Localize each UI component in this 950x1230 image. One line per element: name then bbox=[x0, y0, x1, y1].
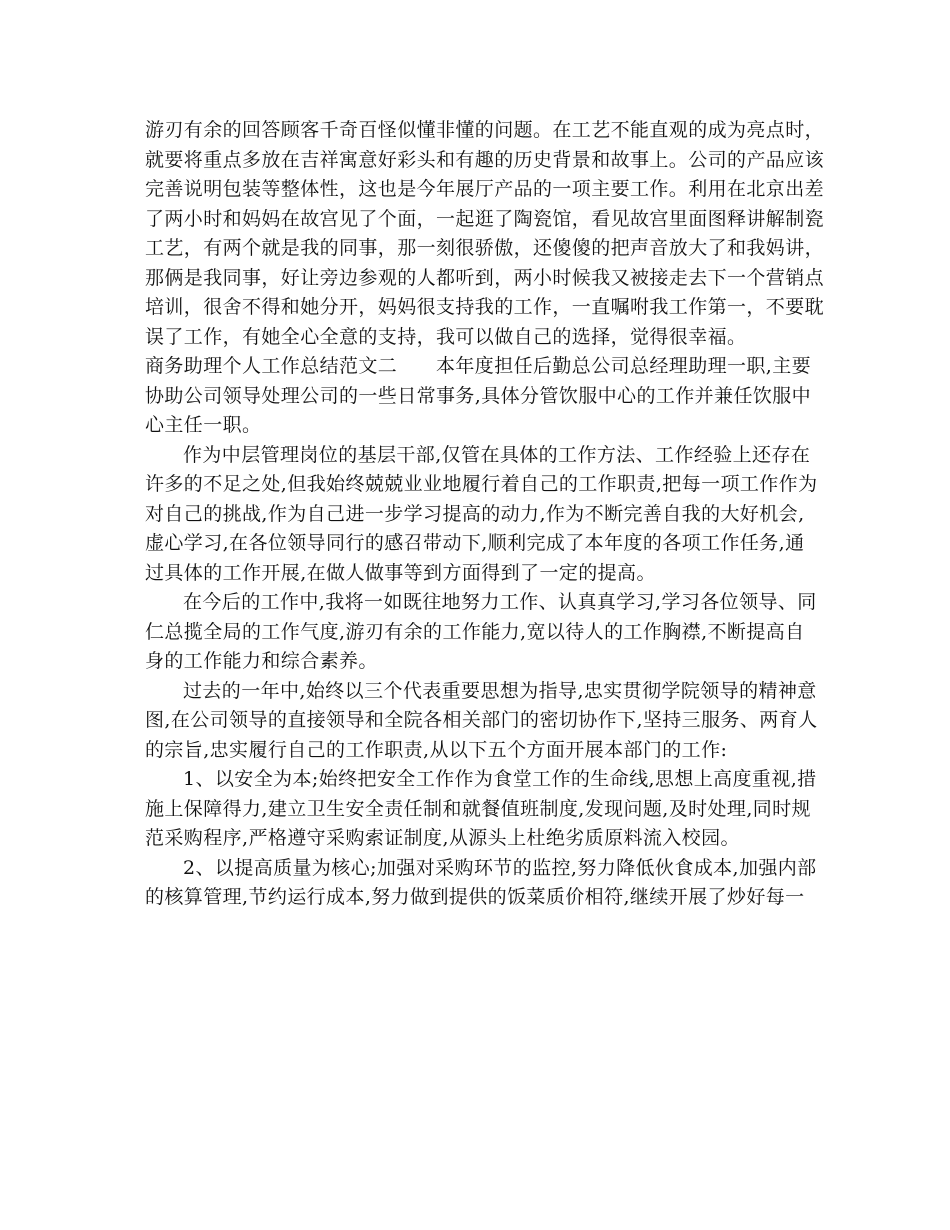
text-line: 培训，很舍不得和她分开，妈妈很支持我的工作，一直嘱咐我工作第一，不要耽 bbox=[145, 296, 825, 318]
text-line: 1、以安全为本;始终把安全工作作为食堂工作的生命线,思想上高度重视,措 bbox=[183, 768, 817, 790]
text-line: 工艺，有两个就是我的同事，那一刻很骄傲，还傻傻的把声音放大了和我妈讲， bbox=[145, 237, 825, 259]
text-line: 游刃有余的回答顾客千奇百怪似懂非懂的问题。在工艺不能直观的成为亮点时， bbox=[145, 119, 825, 141]
document-body bbox=[145, 116, 825, 913]
text-line: 的宗旨,忠实履行自己的工作职责,从以下五个方面开展本部门的工作: bbox=[145, 738, 728, 761]
text-line: 身的工作能力和综合素养。 bbox=[145, 650, 378, 672]
text-line: 了两小时和妈妈在故宫见了个面，一起逛了陶瓷馆，看见故宫里面图释讲解制瓷 bbox=[145, 207, 825, 230]
text-line: 协助公司领导处理公司的一些日常事务,具体分管饮服中心的工作并兼任饮服中 bbox=[145, 384, 812, 407]
text-line: 那俩是我同事，好让旁边参观的人都听到，两小时候我又被接走去下一个营销点 bbox=[145, 266, 825, 289]
text-line: 商务助理个人工作总结范文二 本年度担任后勤总公司总经理助理一职,主要 bbox=[145, 355, 812, 377]
text-line: 心主任一职。 bbox=[145, 414, 262, 436]
text-line: 2、以提高质量为核心;加强对采购环节的监控,努力降低伙食成本,加强内部 bbox=[183, 856, 817, 879]
text-line: 作为中层管理岗位的基层干部,仅管在具体的工作方法、工作经验上还存在 bbox=[183, 443, 811, 466]
text-line: 在今后的工作中,我将一如既往地努力工作、认真真学习,学习各位领导、同 bbox=[183, 591, 817, 613]
text-line: 过去的一年中,始终以三个代表重要思想为指导,忠实贯彻学院领导的精神意 bbox=[183, 679, 817, 702]
text-line: 仁总揽全局的工作气度,游刃有余的工作能力,宽以待人的工作胸襟,不断提高自 bbox=[145, 620, 805, 643]
text-line: 的核算管理,节约运行成本,努力做到提供的饭菜质价相符,继续开展了炒好每一 bbox=[145, 886, 805, 908]
text-line: 虚心学习,在各位领导同行的感召带动下,顺利完成了本年度的各项工作任务,通 bbox=[145, 532, 805, 554]
text-line: 范采购程序,严格遵守采购索证制度,从源头上杜绝劣质原料流入校园。 bbox=[145, 827, 740, 849]
text-line: 误了工作，有她全心全意的支持，我可以做自己的选择，觉得很幸福。 bbox=[145, 325, 747, 348]
text-line: 图,在公司领导的直接领导和全院各相关部门的密切协作下,坚持三服务、两育人 bbox=[145, 709, 818, 731]
text-line: 许多的不足之处,但我始终兢兢业业地履行着自己的工作职责,把每一项工作作为 bbox=[145, 473, 818, 495]
text-line: 施上保障得力,建立卫生安全责任制和就餐值班制度,发现问题,及时处理,同时规 bbox=[145, 797, 811, 820]
text-line: 过具体的工作开展,在做人做事等到方面得到了一定的提高。 bbox=[145, 561, 656, 584]
text-line: 就要将重点多放在吉祥寓意好彩头和有趣的历史背景和故事上。公司的产品应该 bbox=[145, 148, 825, 171]
text-line: 对自己的挑战,作为自己进一步学习提高的动力,作为不断完善自我的大好机会, bbox=[145, 502, 805, 525]
text-line: 完善说明包装等整体性，这也是今年展厅产品的一项主要工作。利用在北京出差 bbox=[145, 178, 825, 200]
